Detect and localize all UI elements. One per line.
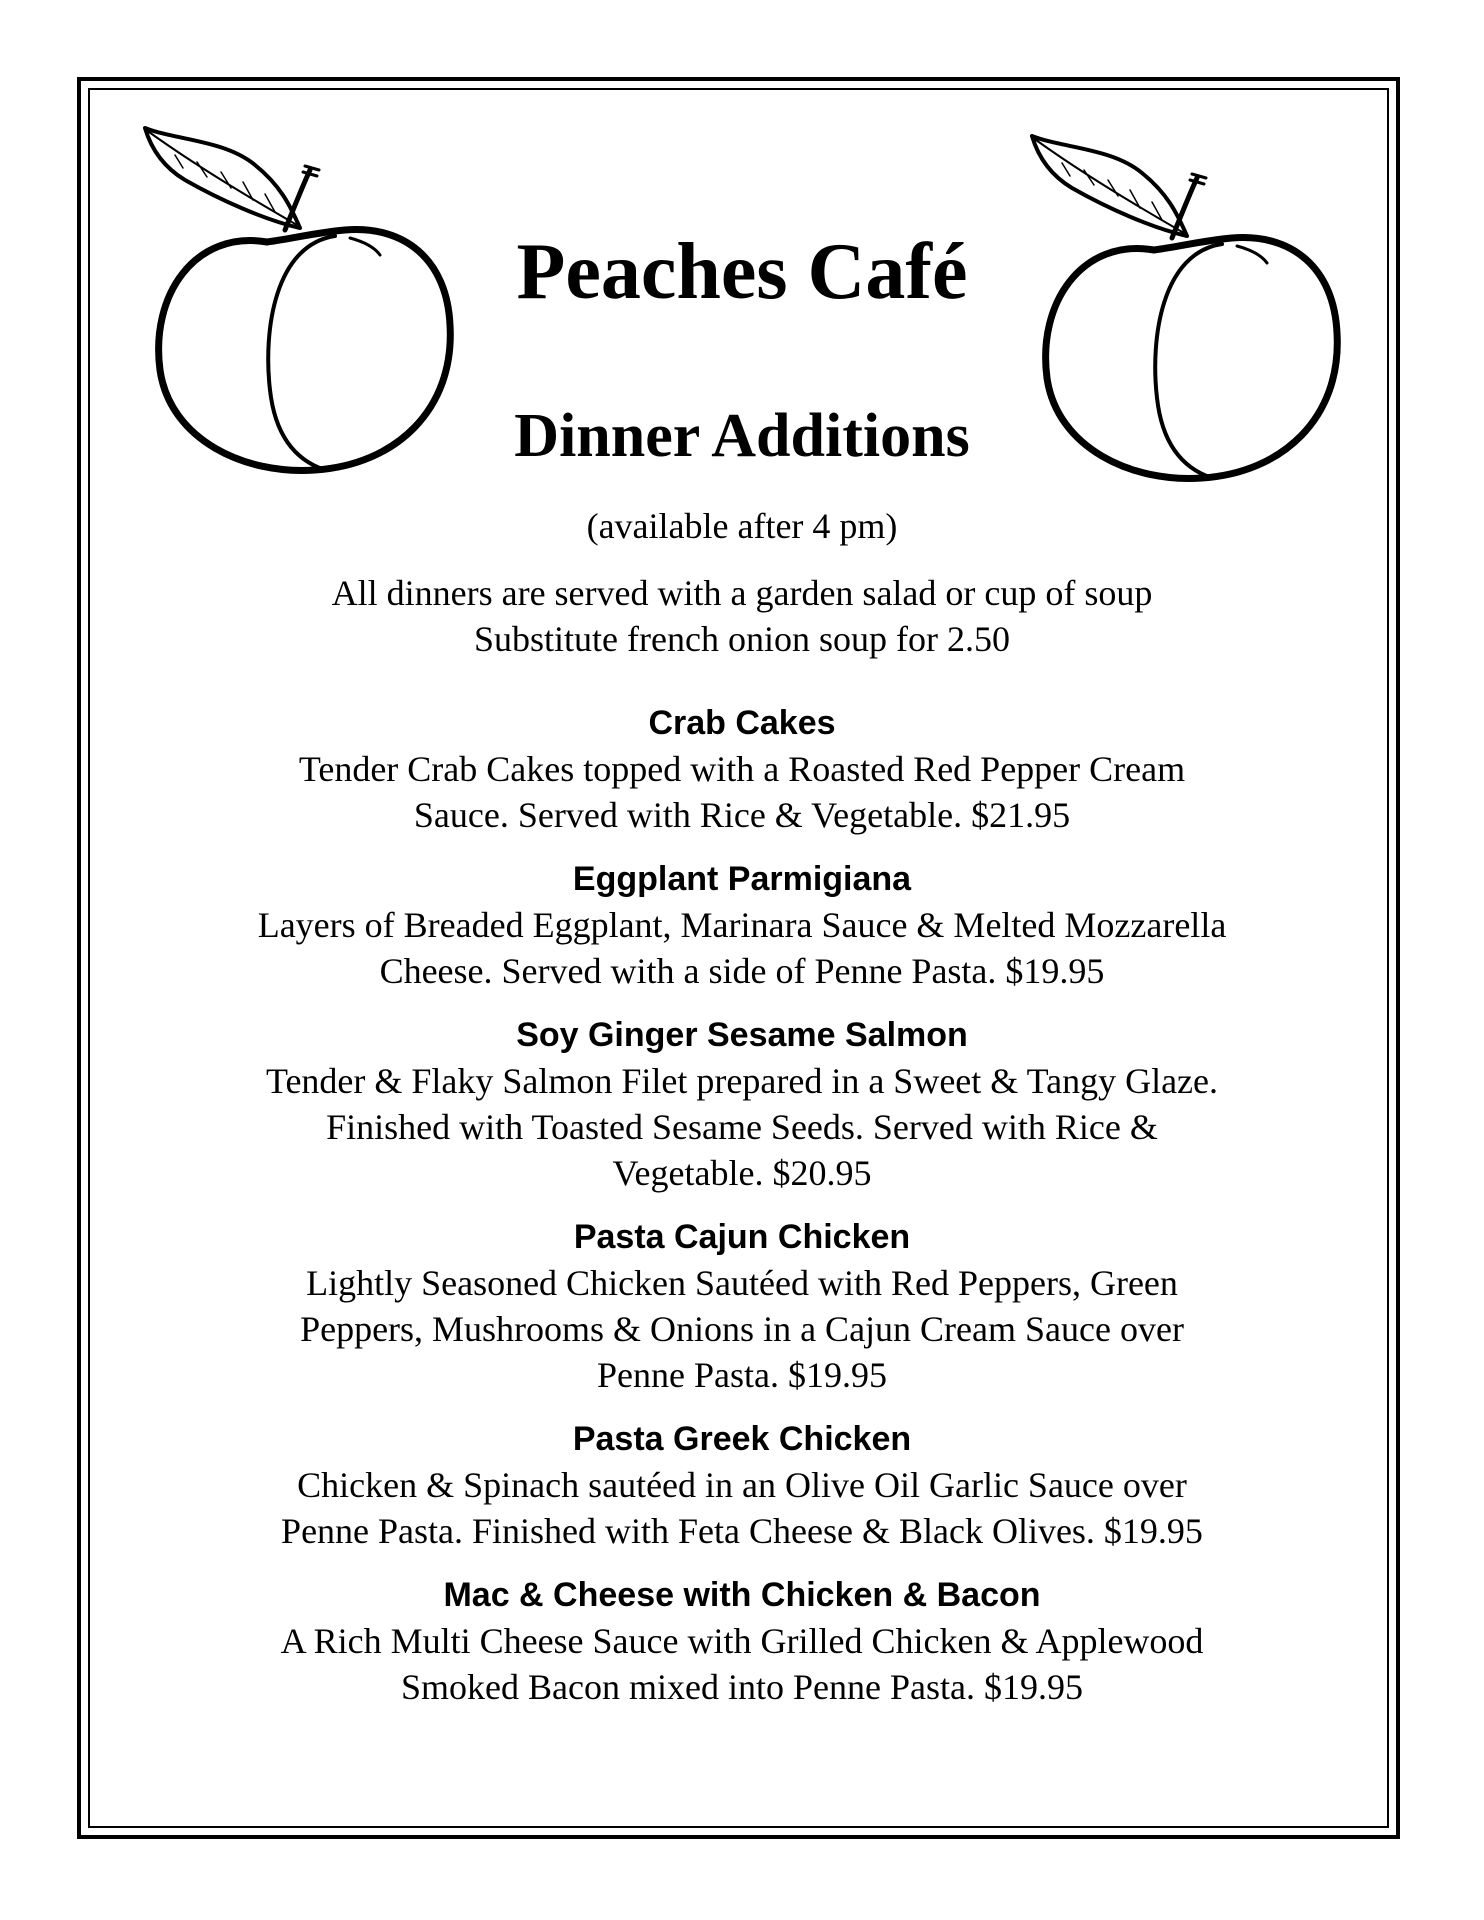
description-line: Vegetable. $20.95 <box>612 1153 872 1193</box>
description-line: Tender Crab Cakes topped with a Roasted Red Pepper Cream <box>298 749 1186 789</box>
menu-item-description <box>212 1462 1272 1554</box>
intro-line: All dinners are served with a garden salad or cup of soup <box>331 573 1153 613</box>
menu-item-description <box>212 746 1272 838</box>
description-line: Layers of Breaded Eggplant, Marinara Sauce & Melted Mozzarella <box>257 905 1227 945</box>
description-line: A Rich Multi Cheese Sauce with Grilled Chicken & Applewood <box>280 1621 1204 1661</box>
menu-item-pasta-greek-chicken <box>150 1416 1334 1554</box>
menu-item-name: Mac & Cheese with Chicken & Bacon <box>443 1576 1041 1614</box>
intro-text <box>150 570 1334 662</box>
description-line: Smoked Bacon mixed into Penne Pasta. $19.95 <box>401 1667 1083 1707</box>
description-line: Sauce. Served with Rice & Vegetable. $21.95 <box>413 795 1071 835</box>
menu-item-mac-cheese <box>150 1572 1334 1710</box>
menu-item-eggplant-parmigiana <box>150 856 1334 994</box>
description-line: Lightly Seasoned Chicken Sautéed with Red Peppers, Green <box>306 1263 1178 1303</box>
menu-item-soy-ginger-salmon <box>150 1012 1334 1196</box>
description-line: Penne Pasta. Finished with Feta Cheese & Black Olives. $19.95 <box>281 1511 1203 1551</box>
menu-item-name: Pasta Cajun Chicken <box>573 1218 911 1256</box>
intro-line: Substitute french onion soup for 2.50 <box>474 619 1010 659</box>
menu-item-name: Pasta Greek Chicken <box>572 1420 912 1458</box>
description-line: Finished with Toasted Sesame Seeds. Served with Rice & <box>326 1107 1158 1147</box>
page-title: Dinner Additions <box>514 402 970 470</box>
menu-item-description <box>212 1618 1272 1710</box>
menu-item-description <box>212 1260 1272 1398</box>
description-line: Chicken & Spinach sautéed in an Olive Oil Garlic Sauce over <box>297 1465 1187 1505</box>
menu-list <box>150 700 1334 1728</box>
menu-item-pasta-cajun-chicken <box>150 1214 1334 1398</box>
menu-item-description <box>212 902 1272 994</box>
menu-item-crab-cakes <box>150 700 1334 838</box>
availability-note: (available after 4 pm) <box>586 506 898 546</box>
menu-item-name: Crab Cakes <box>648 704 836 742</box>
menu-item-name: Eggplant Parmigiana <box>572 860 912 898</box>
menu-item-name: Soy Ginger Sesame Salmon <box>516 1016 968 1054</box>
cafe-name: Peaches Café <box>516 228 968 316</box>
description-line: Penne Pasta. $19.95 <box>597 1355 887 1395</box>
description-line: Cheese. Served with a side of Penne Pasta. $19.95 <box>379 951 1105 991</box>
description-line: Tender & Flaky Salmon Filet prepared in a Sweet & Tangy Glaze. <box>265 1061 1219 1101</box>
menu-item-description <box>212 1058 1272 1196</box>
description-line: Peppers, Mushrooms & Onions in a Cajun Cream Sauce over <box>300 1309 1184 1349</box>
